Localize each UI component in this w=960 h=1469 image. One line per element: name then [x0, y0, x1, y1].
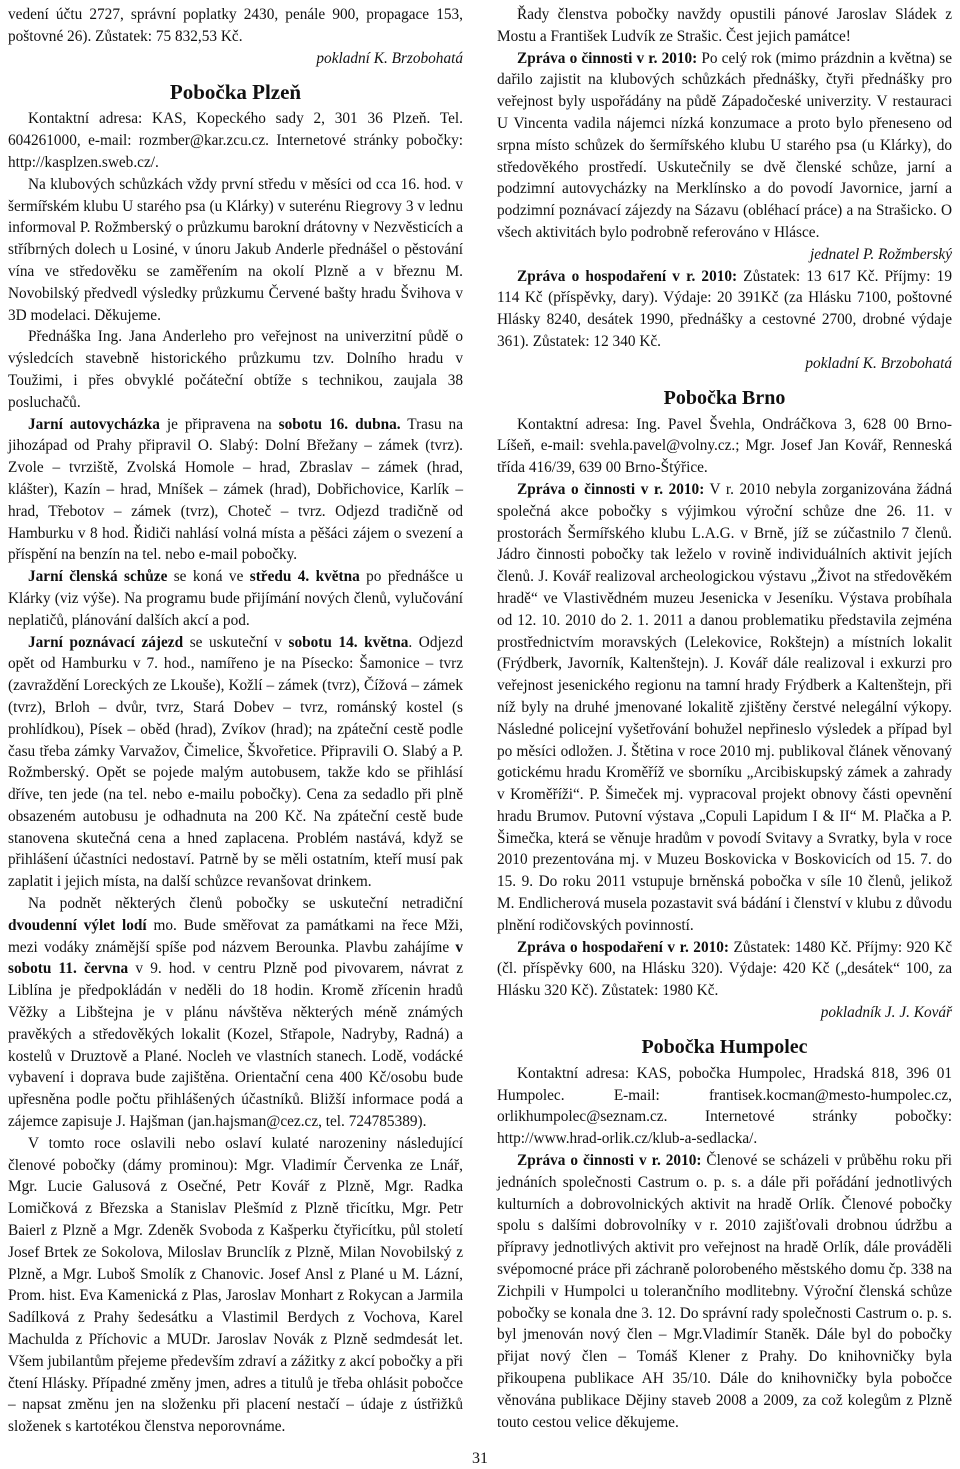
bold-text: Zpráva o hospodaření v r. 2010: — [517, 267, 738, 285]
bold-text: sobotu 14. května — [288, 633, 409, 651]
signature-secretary: jednatel P. Rožmberský — [809, 245, 952, 263]
paragraph-lecture: Přednáška Ing. Jana Anderleho pro veřejnost na univerzitní půdě o výsledcích stavebně historického průzkumu tzv. Dolního hradu v Toužimi, i přes obvyklé počáteční obtíže s technikou, zaujala 38 posluchačů. — [8, 328, 463, 411]
signature-treasurer-2: pokladní K. Brzobohatá — [805, 354, 952, 372]
bold-text: Jarní členská schůze — [28, 568, 168, 586]
text: Trasu na jihozápad od Prahy připravil O. Slabý: Dolní Břežany – zámek (tvrz). Zvole – tvrziště, Zvolská Homole – hrad, Zbraslav – zámek (hrad, klášter), Kazín – hrad, Mníšek – zámek (hrad), Dobřichovice, Karlík – hrad, Třebotov – zámek (tvrz), Choteč – tvrz. Odjezd tradičně od Hamburku v 8 hod. Řidiči nahlásí volná místa a pěšáci zájem o svezení a příspění na benzín na tel. nebo e-mail pobočky. — [8, 415, 463, 564]
bold-text: dvoudenní výlet lodí — [8, 916, 147, 934]
section-heading-brno: Pobočka Brno — [663, 386, 786, 409]
left-column — [8, 4, 463, 1438]
page-number: 31 — [472, 1450, 488, 1467]
paragraph-finance-report — [497, 266, 952, 353]
text: Zůstatek: 1480 Kč. Příjmy: 920 Kč (čl. příspěvky 600, na Hlásku 320). Výdaje: 420 Kč („desátek“ 100, za Hlásku 320 Kč). Zůstatek: 1980 Kč. — [497, 938, 952, 1000]
paragraph-brno-contact: Kontaktní adresa: Ing. Pavel Švehla, Ondráčkova 3, 628 00 Brno-Líšeň, e-mail: svehla.pavel@volny.cz.; Mgr. Josef Jan Kovář, Renneská třída 416/39, 639 00 Brno-Štýřice. — [497, 415, 952, 477]
section-heading-humpolec: Pobočka Humpolec — [641, 1035, 808, 1058]
text: se uskuteční v — [183, 633, 289, 651]
text: Členové se scházeli v průběhu roku při jednáních společnosti Castrum o. p. s. a dále při pořádání jednotlivých kulturních a dobrovolnických aktivit na hradě Orlík. Členové pobočky spolu s dalšími dobrovolníky v r. 2010 zajišťovali drobnou údržbu a přípravy jednotlivých aktivit pro veřejnost na hradě Orlík, dále prováděli svépomocné práce při záchraně polorobeného městského domu čp. 338 na Zichpili v Humpolci u tolerančního modlitebny. Výroční členská schůze pobočky se konala dne 3. 12. Do správní rady společnosti Castrum o. p. s. byl jmenován nový člen – Mgr.Vladimír Staněk. Dále byl do pobočky přijat nový člen – Tomáš Klener z Prahy. Do knihovničky byla přikoupena publikace AH 35/10. Dále do knihovničky byla pobočce věnována publikace Dějiny staveb 2008 a 2009, za což kolegům z Plzně touto cestou velice děkujeme. — [497, 1152, 952, 1431]
paragraph-humpolec-activity — [497, 1150, 952, 1433]
paragraph-boat-trip — [8, 893, 463, 1133]
text: Na podnět některých členů pobočky se uskuteční netradiční — [28, 895, 463, 913]
paragraph-spring-excursion — [8, 632, 463, 894]
paragraph-accounts: vedení účtu 2727, správní poplatky 2430, penále 900, propagace 153, poštovné 26). Zůstatek: 75 832,53 Kč. — [8, 6, 463, 45]
signature-treasurer: pokladní K. Brzobohatá — [316, 49, 463, 67]
paragraph-spring-car-trip — [8, 414, 463, 567]
text: je připravena na — [159, 415, 279, 433]
bold-text: v sobotu 11. června — [8, 938, 463, 978]
bold-text: Zpráva o činnosti v r. 2010: — [517, 49, 698, 67]
bold-text: Zpráva o činnosti v r. 2010: — [517, 480, 705, 498]
text: Po celý rok (mimo prázdnin a května) se dařilo zajistit na klubových schůzkách přednášky, čtyři přednášky pro veřejnost byly uspořádány na půdě Západočeské univerzity. V restauraci U Vincenta vadila nájemci nízká konzumace a proto bylo přeneseno od srpna místo schůzek do šermířského klubu U starého psa (u Klárky), do středověkého prostředí. Uskutečnily se dvě členské schůze, jarní a podzimní autovycházky na Merklínsko a do povodí Javornice, jarní a podzimní poznávací zájezdy na Sázavu (obléhací práce) a na Strašicko. O všech aktivitách bylo podrobně referováno v Hlásce. — [497, 49, 952, 241]
paragraph-brno-finance — [497, 937, 952, 1002]
bold-text: Jarní poznávací zájezd — [28, 633, 184, 651]
paragraph-plzen-contact: Kontaktní adresa: KAS, Kopeckého sady 2, 301 36 Plzeň. Tel. 604261000, e-mail: rozmber@kar.zcu.cz. Internetové stránky pobočky: http://kasplzen.sweb.cz/. — [8, 110, 463, 171]
paragraph-brno-activity — [497, 479, 952, 937]
text: . Odjezd opět od Hamburku v 7. hod., namířeno je na Písecko: Šamonice – tvrz (zavraždění Loreckých ze Lkouše), Kožlí – zámek (tvrz), Čížová – zámek (tvrz), Brloh – dvůr, tvrz, Stará Dobev – tvrz, románský kostel (s prohlídkou), Písek – oběd (hrad), Zvíkov (hrad); na zpáteční cestě podle času třeba zámky Varvažov, Čimelice, Škvořetice. Připravili O. Slabý a P. Rožmberský. Opět se pojede malým autobusem, takže kdo se přihlásí dříve, ten jede (na tel. nebo e-mailu pobočky). Cena za sedadlo při plně obsazeném autobusu je odhadnuta na 200 Kč. Na zpáteční cestě bude stanovena skutečná cena a hned zaplacena. Problém nastává, když se přihlášení účastníci nedostaví. Patrně by se měli ostatním, kteří musí pak zaplatit i jejich místa, na další schůzce revanšovat drinkem. — [8, 633, 463, 891]
text: Zůstatek: 13 617 Kč. Příjmy: 19 114 Kč (příspěvky, dary). Výdaje: 20 391Kč (za Hlásku 7100, poštovné Hlásky 8240, desátek 1990, přednášky a cestovné 2700, drobné výdaje 361). Zůstatek: 12 340 Kč. — [497, 267, 952, 350]
text: po přednášce u Klárky (viz výše). Na programu bude přijímání nových členů, vylučování neplatičů, plánování dalších akcí a pod. — [8, 568, 463, 629]
text: se koná ve — [167, 568, 250, 586]
text: V r. 2010 nebyla zorganizována žádná společná akce pobočky s výjimkou výroční schůze dne 26. 11. v prostorách Šermířského klubu L.A.G. v Brně, jíž se zúčastnilo 7 členů. Jádro činnosti pobočky tak leželo v rovině individuálních aktivit jejích členů. J. Kovář realizoval archeologickou výstavu „Život na středověkém hradě“ ve Vlastivědném muzeu Jesenicka v Jeseníku. Výstava probíhala od 12. 10. 2010 do 2. 1. 2011 a danou problematiku představila zejména prostřednictvím moravských (Lelekovice, Rokštejn) a místních lokalit (Frýdberk, Javorník, Kaltenštejn). J. Kovář dále realizoval i exkurzi pro veřejnost jesenického regionu na tamní hrady Frýdberk a Kaltenštejn, při níž byly na druhé jmenované lokalitě zjištěny čerstvé nelegální výkopy. Následné policejní vyšetřování bohužel nepřineslo výsledek a případ byl po měsíci odložen. J. Štětina v roce 2010 mj. publikoval článek věnovaný gotickému hradu Kroměříž ve sborníku „Arcibiskupský zámek a zahrady v Kroměříži“. P. Šimeček mj. vypracoval projekt obnovy části opevnění hradu Brumov. Putovní výstava „Copuli Lapidum I & II“ M. Plačka a P. Šimečka, která se věnuje hradům v povodí Svitavy a Svratky, byla v roce 2010 prezentována mj. v Muzeu Boskovicka v Boskovicích od 15. 7. do 15. 9. Do roku 2011 vstupuje brněnská pobočka v síle 10 členů, jelikož M. Endlicherová musela pozastavit svá bádání i členství v klubu z důvodu plnění rodičovských povinností. — [497, 480, 952, 934]
section-heading-plzen: Pobočka Plzeň — [169, 80, 302, 105]
right-column — [497, 4, 952, 1433]
bold-text: Jarní autovycházka — [28, 415, 160, 433]
paragraph-anniversaries: V tomto roce oslavili nebo oslaví kulaté narozeniny následující členové pobočky (dámy prominou): Mgr. Vladimír Červenka ze Lnář, Mgr. Lucie Galusová z Osečné, Petr Kovář z Plzně, Mgr. Radka Lomičková z Březska a Stanislav Plešmíd z Plzně třicítku, Mgr. Petr Baierl z Plzně a Mgr. Zdeněk Svoboda z Kašperku čtyřicítku, půl století Josef Brtek ze Sokolova, Miloslav Brunclík z Plzně, Milan Novobilský z Plzně, a Mgr. Luboš Smolík z Chanovic. Josef Ansl z Plané u M. Lázní, Prom. hist. Eva Kamenická z Plas, Jaroslav Monhart z Rokycan a Jarmila Sadílková z Prahy šedesátku a Vlastimil Berdych z Vochova, Karel Machulda z Příchovic a MUDr. Jaroslav Novák z Plzně sedmdesát let. Všem jubilantům přejeme především zdraví a zážitky z akcí pobočky a při čtení Hlásky. Případné změny jmen, adres a titulů je třeba ohlásit pobočce – napsat změnu jen na složenku při placení nestačí – údaje z ústřižků složenek s kartotékou členstva neporovnáme. — [8, 1134, 463, 1436]
paragraph-humpolec-contact: Kontaktní adresa: KAS, pobočka Humpolec, Hradská 818, 396 01 Humpolec. E-mail: frantisek.kocman@mesto-humpolec.cz, orlikhumpolec@seznam.cz. Internetové stránky pobočky: http://www.hrad-orlik.cz/klub-a-sedlacka/. — [497, 1064, 952, 1148]
bold-text: středu 4. května — [249, 568, 360, 586]
bold-text: sobotu 16. dubna. — [278, 415, 401, 433]
bold-text: Zpráva o hospodaření v r. 2010: — [517, 938, 729, 956]
paragraph-club-meetings: Na klubových schůzkách vždy první středu v měsíci od cca 16. hod. v šermířském klubu U starého psa (u Klárky) v suterénu Riegrovy 3 v lednu informoval P. Rožmberský o průzkumu barokní drátovny v Nezvěsticích a stříbrných dolech u Losiné, v únoru Jakub Anderle přednášel o pěstování vína ve středověku se zaměřením na okolí Plzně a v březnu M. Novobilský předvedl výsledky průzkumu Červené bašty hradu Švihova v 3D modelaci. Děkujeme. — [8, 175, 463, 324]
signature-brno-treasurer: pokladník J. J. Kovář — [820, 1004, 952, 1022]
text: mo. Bude směřovat za památkami na řece Mži, mezi vodáky známější spíše pod názvem Berounka. Plavbu zahájíme — [8, 916, 463, 956]
paragraph-obituary: Řady členstva pobočky navždy opustili pánové Jaroslav Sládek z Mostu a František Ludvík ze Strašic. Čest jejich památce! — [497, 6, 952, 45]
paragraph-member-meeting — [8, 566, 463, 631]
bold-text: Zpráva o činnosti v r. 2010: — [517, 1152, 702, 1170]
paragraph-activity-report — [497, 48, 952, 244]
text: v 9. hod. v centru Plzně pod pivovarem, návrat z Liblína je předpokládán v neděli do 18 hodin. Kromě zřícenin hradů Věžky a Libštejna je v plánu návštěva některých méně známých pravěkých a středověkých lokalit (Kozel, Střapole, Nadryby, Radná) a kostelů v Druztově a Plané. Nocleh ve vlastních stanech. Lodě, vodácké vybavení i doprava bude zajištěna. Orientační cena 400 Kč/osobu bude upřesněna podle počtu přihlášených účastníků. Bližší informace podá a zájemce zapisuje J. Hajšman (jan.hajsman@cez.cz, tel. 724785389). — [8, 960, 463, 1131]
